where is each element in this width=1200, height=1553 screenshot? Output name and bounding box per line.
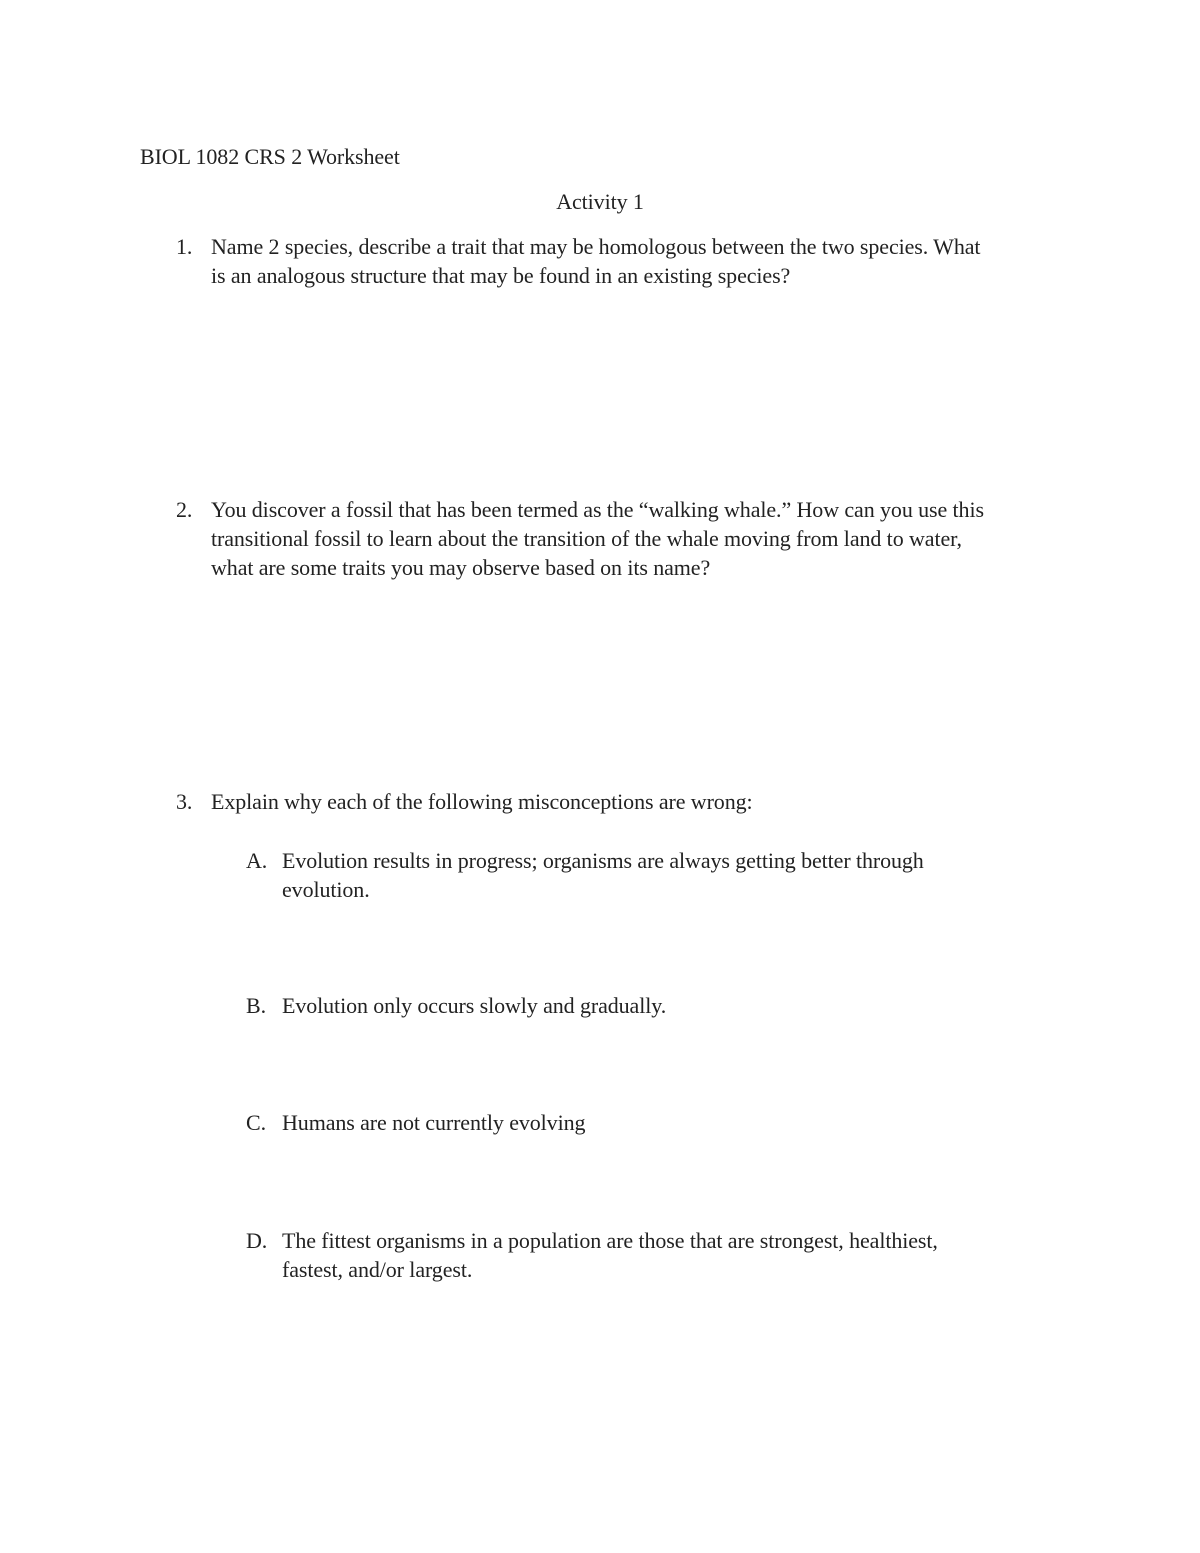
question-1-line: is an analogous structure that may be found in an existing species? [211,263,791,288]
question-2-line: You discover a fossil that has been termed as the “walking whale.” How can you use this [211,497,984,522]
question-2-text [211,495,1071,582]
subitem-b-text: Evolution only occurs slowly and gradually. [282,993,667,1018]
question-1-number: 1. [176,234,193,259]
question-1-line: Name 2 species, describe a trait that may be homologous between the two species. What [211,234,981,259]
subitem-a-text [282,846,1002,904]
subitem-d-line: fastest, and/or largest. [282,1257,473,1282]
question-3-text [211,787,1071,816]
subitem-c-text: Humans are not currently evolving [282,1110,586,1135]
subitem-d-line: The fittest organisms in a population are those that are strongest, healthiest, [282,1228,938,1253]
question-3-line: Explain why each of the following misconceptions are wrong: [211,789,753,814]
question-2-line: what are some traits you may observe based on its name? [211,555,711,580]
document-header: BIOL 1082 CRS 2 Worksheet [140,144,400,169]
activity-title: Activity 1 [556,189,644,214]
subitem-a-letter: A. [246,848,268,873]
question-3-number: 3. [176,789,193,814]
subitem-a-line: evolution. [282,877,370,902]
subitem-d-text [282,1226,1022,1284]
subitem-d-letter: D. [246,1228,268,1253]
subitem-c-letter: C. [246,1110,266,1135]
question-2-number: 2. [176,497,193,522]
subitem-b-letter: B. [246,993,266,1018]
question-1-text [211,232,1071,290]
subitem-a-line: Evolution results in progress; organisms are always getting better through [282,848,924,873]
question-2-line: transitional fossil to learn about the transition of the whale moving from land to water, [211,526,962,551]
